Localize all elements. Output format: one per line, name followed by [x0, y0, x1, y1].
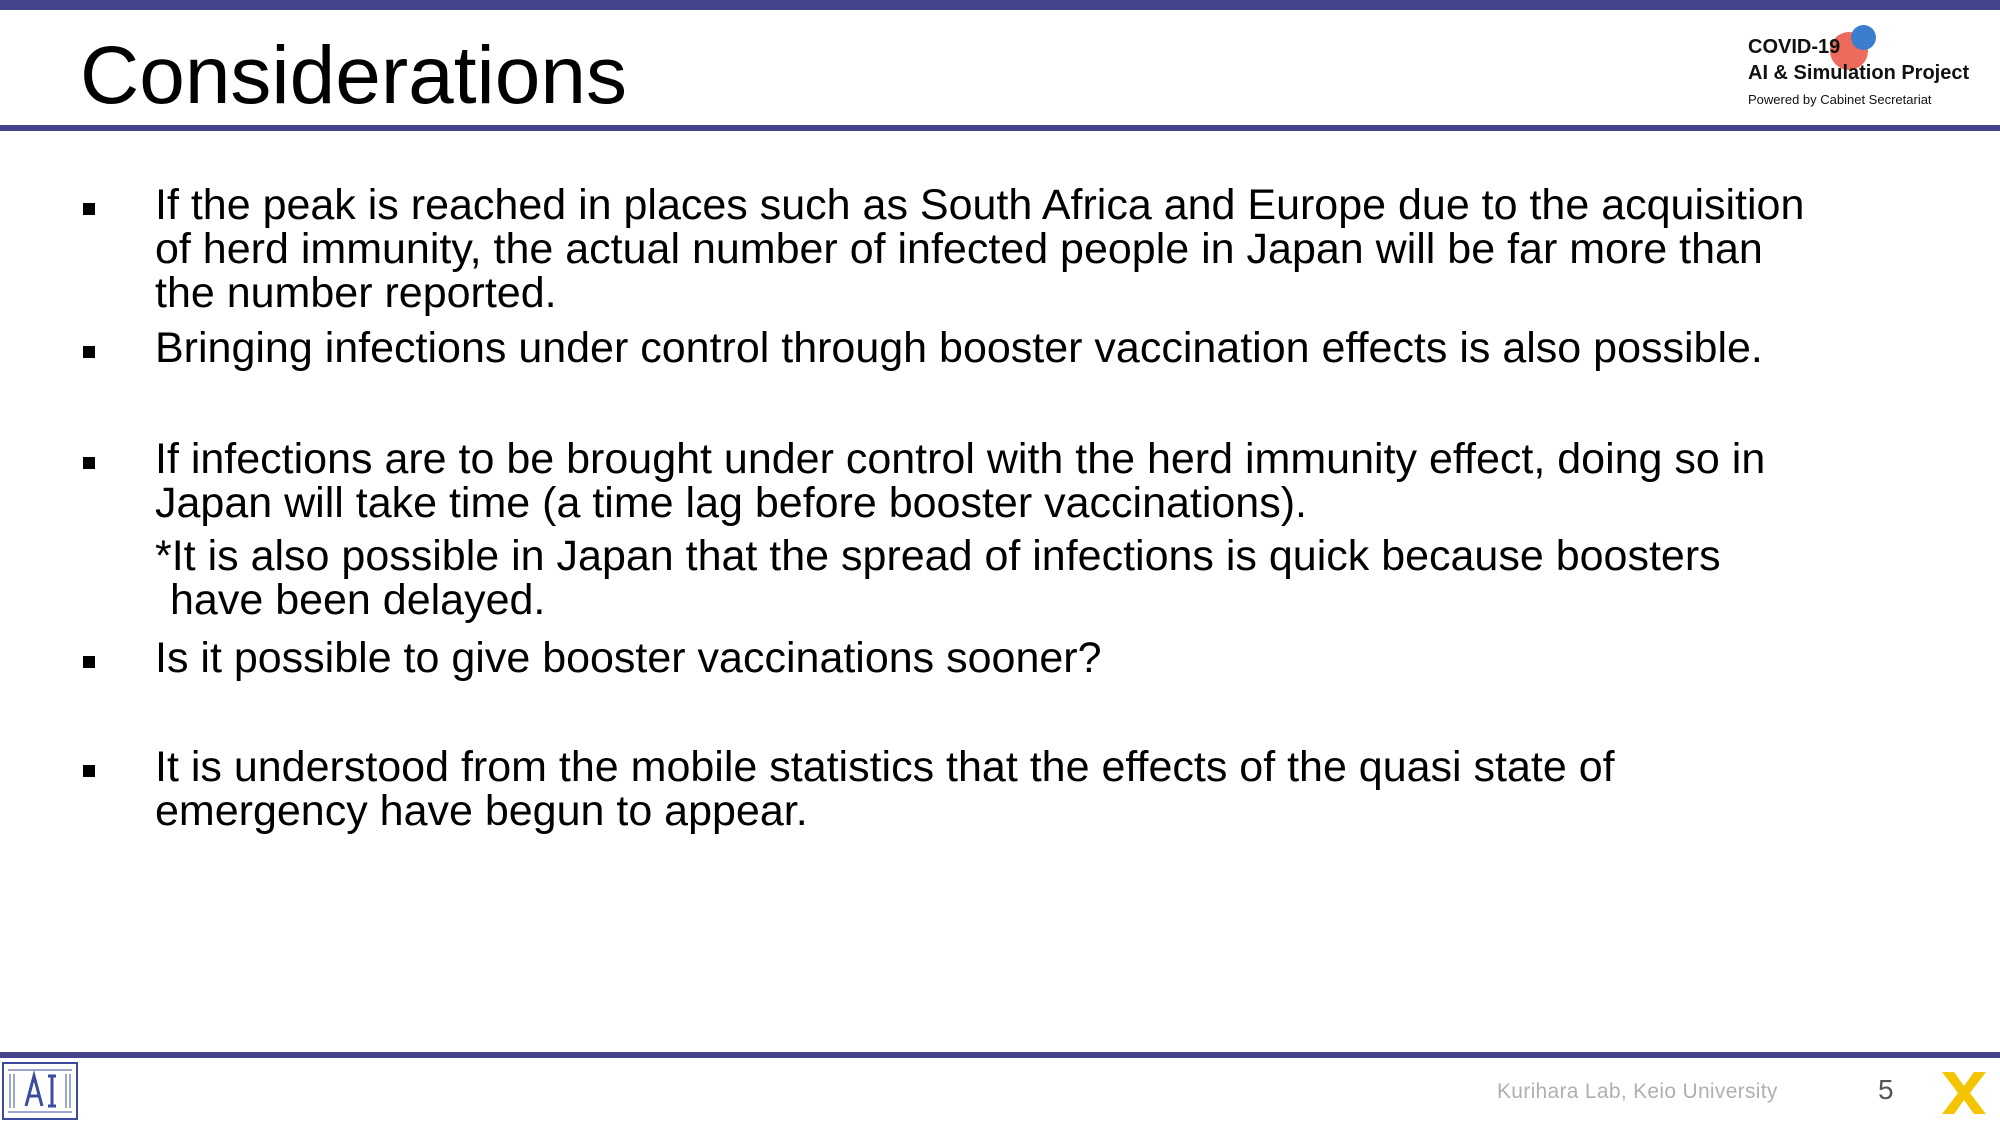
bullet-text: [155, 437, 1965, 525]
bullet-marker: [83, 765, 95, 777]
bullet-line: Japan will take time (a time lag before booster vaccinations).: [155, 479, 1307, 527]
bullet-text: [155, 745, 1965, 833]
bullet-marker: [83, 203, 95, 215]
bullet-line: the number reported.: [155, 269, 557, 317]
bullet-line: Is it possible to give booster vaccinations sooner?: [155, 634, 1102, 682]
page-number: 5: [1878, 1074, 1894, 1105]
footnote-line: *It is also possible in Japan that the spread of infections is quick because boosters: [155, 532, 1721, 580]
bullet-text: [155, 183, 1965, 315]
logo-line-1: COVID-19: [1748, 36, 1841, 58]
bullet-marker: [83, 346, 95, 358]
lab-logo-icon: [2, 1062, 78, 1120]
bullet-line: If infections are to be brought under control with the herd immunity effect, doing so in: [155, 435, 1766, 483]
bullet-line: of herd immunity, the actual number of infected people in Japan will be far more than: [155, 225, 1763, 273]
bullet-line: emergency have begun to appear.: [155, 787, 808, 835]
bullet-line: If the peak is reached in places such as South Africa and Europe due to the acquisition: [155, 181, 1805, 229]
bullet-line: Bringing infections under control through booster vaccination effects is also possible.: [155, 324, 1763, 372]
bullet-text: [155, 636, 1965, 680]
slide-title: Considerations: [80, 30, 627, 121]
bullet-text: [155, 326, 1965, 370]
footer-credit: Kurihara Lab, Keio University: [1497, 1080, 1778, 1103]
bullet-line: It is understood from the mobile statistics that the effects of the quasi state of: [155, 743, 1615, 791]
logo-line-2: AI & Simulation Project: [1748, 62, 1970, 84]
footnote-line: have been delayed.: [170, 576, 546, 624]
footnote: [155, 534, 1965, 622]
corner-x-icon: [1938, 1068, 1990, 1118]
footer-divider: [0, 1052, 2000, 1058]
bullet-marker: [83, 457, 95, 469]
logo-line-3: Powered by Cabinet Secretariat: [1748, 92, 1932, 107]
bullet-marker: [83, 656, 95, 668]
